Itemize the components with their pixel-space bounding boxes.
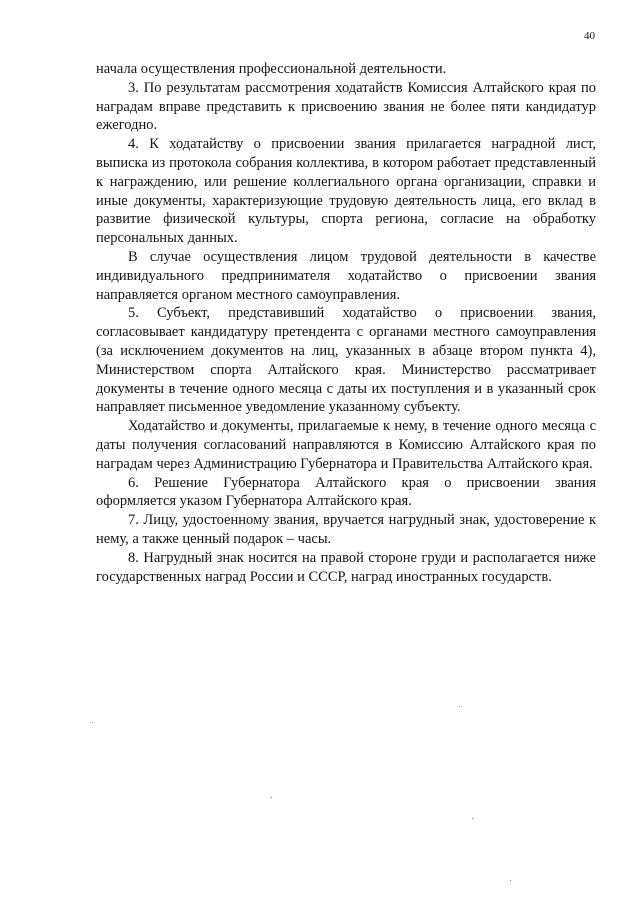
- paragraph-item-7: 7. Лицу, удостоенному звания, вручается нагрудный знак, удостоверение к нему, а также ценный подарок – часы.: [96, 512, 596, 547]
- paragraph-continuation: начала осуществления профессиональной деятельности.: [96, 61, 447, 77]
- scan-speck: [271, 797, 272, 798]
- scan-speck: [472, 818, 473, 819]
- scan-speck: [92, 722, 93, 723]
- paragraph-item-5-subparagraph: Ходатайство и документы, прилагаемые к нему, в течение одного месяца с даты получения согласований направляются в Комиссию Алтайского края по наградам через Администрацию Губернатора и Правительства Алтайского края.: [96, 418, 596, 472]
- paragraph-item-5: 5. Субъект, представивший ходатайство о присвоении звания, согласовывает кандидатуру претендента с органами местного самоуправления (за исключением документов на лиц, указанных в абзаце втором пункта 4), Министерством спорта Алтайского края. Министерство рассматривает документы в течение одного месяца с даты их поступления и в указанный срок направляет письменное уведомление указанному субъекту.: [96, 305, 596, 416]
- scan-speck: [510, 880, 511, 881]
- paragraph-item-8: 8. Нагрудный знак носится на правой стороне груди и располагается ниже государственных наград России и СССР, наград иностранных государств.: [96, 549, 596, 585]
- paragraph-item-4: 4. К ходатайству о присвоении звания прилагается наградной лист, выписка из протокола собрания коллектива, в котором работает представленный к награждению, или решение коллегиального органа организации, справки и иные документы, характеризующие трудовую деятельность лица, его вклад в развитие физической культуры, спорта региона, согласие на обработку персональных данных.: [96, 136, 596, 247]
- scan-speck: [459, 706, 460, 707]
- paragraph-item-3: 3. По результатам рассмотрения ходатайств Комиссия Алтайского края по наградам вправе представить к присвоению звания не более пяти кандидатур ежегодно.: [96, 79, 596, 134]
- paragraph-item-6: 6. Решение Губернатора Алтайского края о присвоении звания оформляется указом Губернатора Алтайского края.: [96, 474, 596, 510]
- document-body: [96, 60, 596, 586]
- paragraph-item-4-subparagraph: В случае осуществления лицом трудовой деятельности в качестве индивидуального предпринимателя ходатайство о присвоении звания направляется органом местного самоуправления.: [96, 248, 596, 303]
- page-number: 40: [584, 30, 595, 42]
